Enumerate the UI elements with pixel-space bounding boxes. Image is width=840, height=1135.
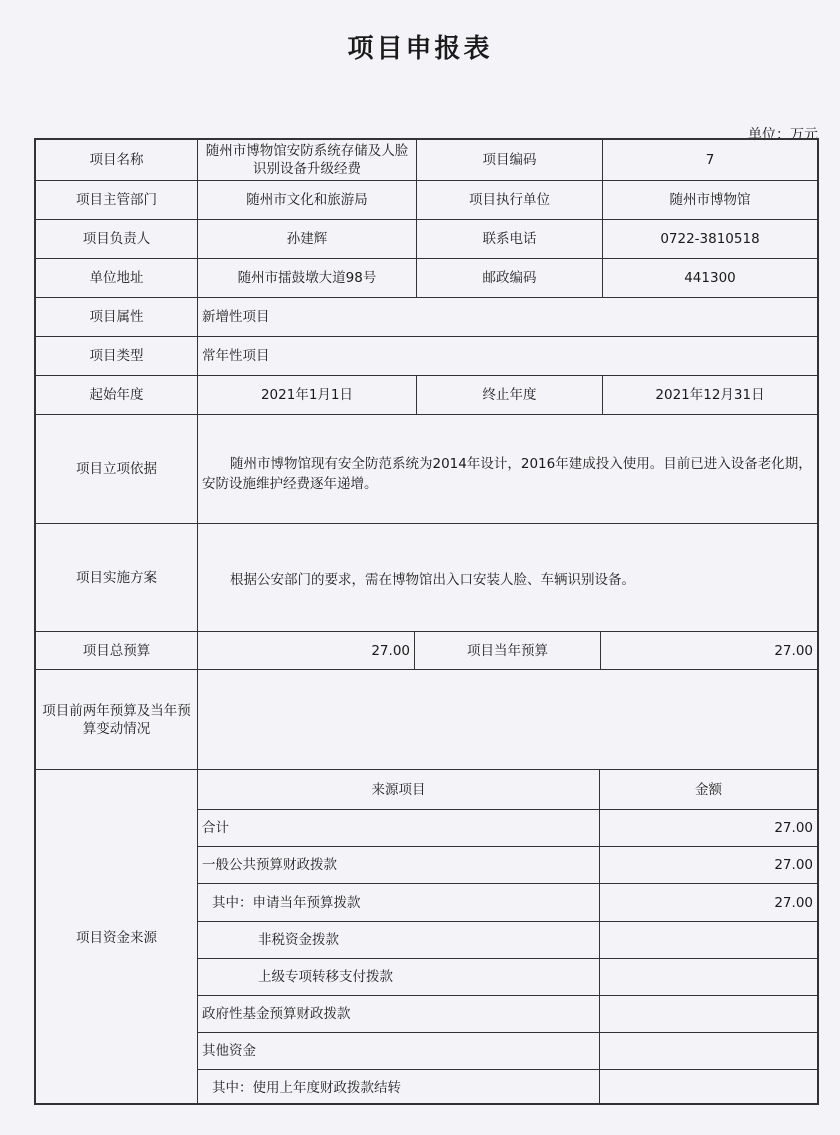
change-label: 项目前两年预算及当年预算变动情况 — [42, 702, 191, 737]
dept-value: 随州市文化和旅游局 — [246, 192, 368, 208]
phone-value: 0722-3810518 — [660, 231, 760, 247]
funding-item-label: 合计 — [202, 820, 229, 836]
funding-item-label: 政府性基金预算财政拨款 — [202, 1006, 351, 1022]
total-budget-value: 27.00 — [371, 642, 410, 659]
plan-text: 根据公安部门的要求，需在博物馆出入口安装人脸、车辆识别设备。 — [230, 572, 635, 588]
funding-item-amount: 27.00 — [774, 857, 813, 873]
leader-label: 项目负责人 — [82, 231, 151, 247]
address-label: 单位地址 — [89, 270, 144, 286]
dept-label: 项目主管部门 — [76, 192, 157, 208]
project-code-label: 项目编码 — [482, 152, 537, 168]
application-form-table — [34, 138, 819, 1105]
funding-item-label: 非税资金拨款 — [258, 932, 339, 948]
start-value: 2021年1月1日 — [260, 387, 354, 403]
end-value: 2021年12月31日 — [655, 387, 765, 403]
year-budget-label: 项目当年预算 — [467, 642, 548, 659]
type-label: 项目类型 — [89, 348, 144, 364]
funding-item-label: 上级专项转移支付拨款 — [258, 969, 393, 985]
funding-item-label: 其中：申请当年预算拨款 — [212, 894, 361, 911]
funding-item-label: 其中：使用上年度财政拨款结转 — [212, 1079, 401, 1096]
total-budget-label: 项目总预算 — [82, 642, 151, 659]
funding-col-source: 来源项目 — [371, 781, 426, 798]
plan-label: 项目实施方案 — [76, 569, 157, 586]
funding-item-amount — [600, 996, 817, 1032]
exec-unit-value: 随州市博物馆 — [669, 192, 751, 208]
start-label: 起始年度 — [89, 387, 144, 403]
basis-label: 项目立项依据 — [76, 461, 157, 477]
funding-section-label: 项目资金来源 — [76, 929, 157, 946]
address-value: 随州市擂鼓墩大道98号 — [237, 270, 377, 286]
type-value: 常年性项目 — [202, 348, 270, 364]
project-name-label: 项目名称 — [89, 152, 144, 168]
funding-item-amount — [600, 922, 817, 958]
basis-text: 随州市博物馆现有安全防范系统为2014年设计，2016年建成投入使用。目前已进入设备老化期，安防设施维护经费逐年递增。 — [202, 456, 812, 492]
phone-label: 联系电话 — [482, 231, 537, 247]
page-title: 项目申报表 — [347, 34, 493, 64]
unit-note: 单位：万元 — [748, 127, 818, 143]
funding-item-amount: 27.00 — [774, 894, 813, 911]
funding-item-amount — [600, 1070, 817, 1105]
postcode-value: 441300 — [684, 270, 736, 286]
funding-item-amount: 27.00 — [774, 820, 813, 836]
end-label: 终止年度 — [482, 387, 537, 403]
funding-item-amount — [600, 959, 817, 995]
change-value — [198, 670, 817, 769]
funding-col-amount: 金额 — [695, 781, 722, 798]
funding-item-label: 一般公共预算财政拨款 — [202, 857, 337, 873]
attr-label: 项目属性 — [89, 309, 144, 325]
attr-value: 新增性项目 — [202, 309, 270, 325]
year-budget-value: 27.00 — [774, 642, 813, 659]
project-code-value: 7 — [705, 152, 715, 168]
funding-item-label: 其他资金 — [202, 1043, 256, 1059]
leader-value: 孙建辉 — [286, 231, 328, 247]
postcode-label: 邮政编码 — [482, 270, 537, 286]
funding-item-amount — [600, 1033, 817, 1069]
project-name-value: 随州市博物馆安防系统存储及人脸识别设备升级经费 — [205, 143, 409, 177]
exec-unit-label: 项目执行单位 — [469, 192, 550, 208]
